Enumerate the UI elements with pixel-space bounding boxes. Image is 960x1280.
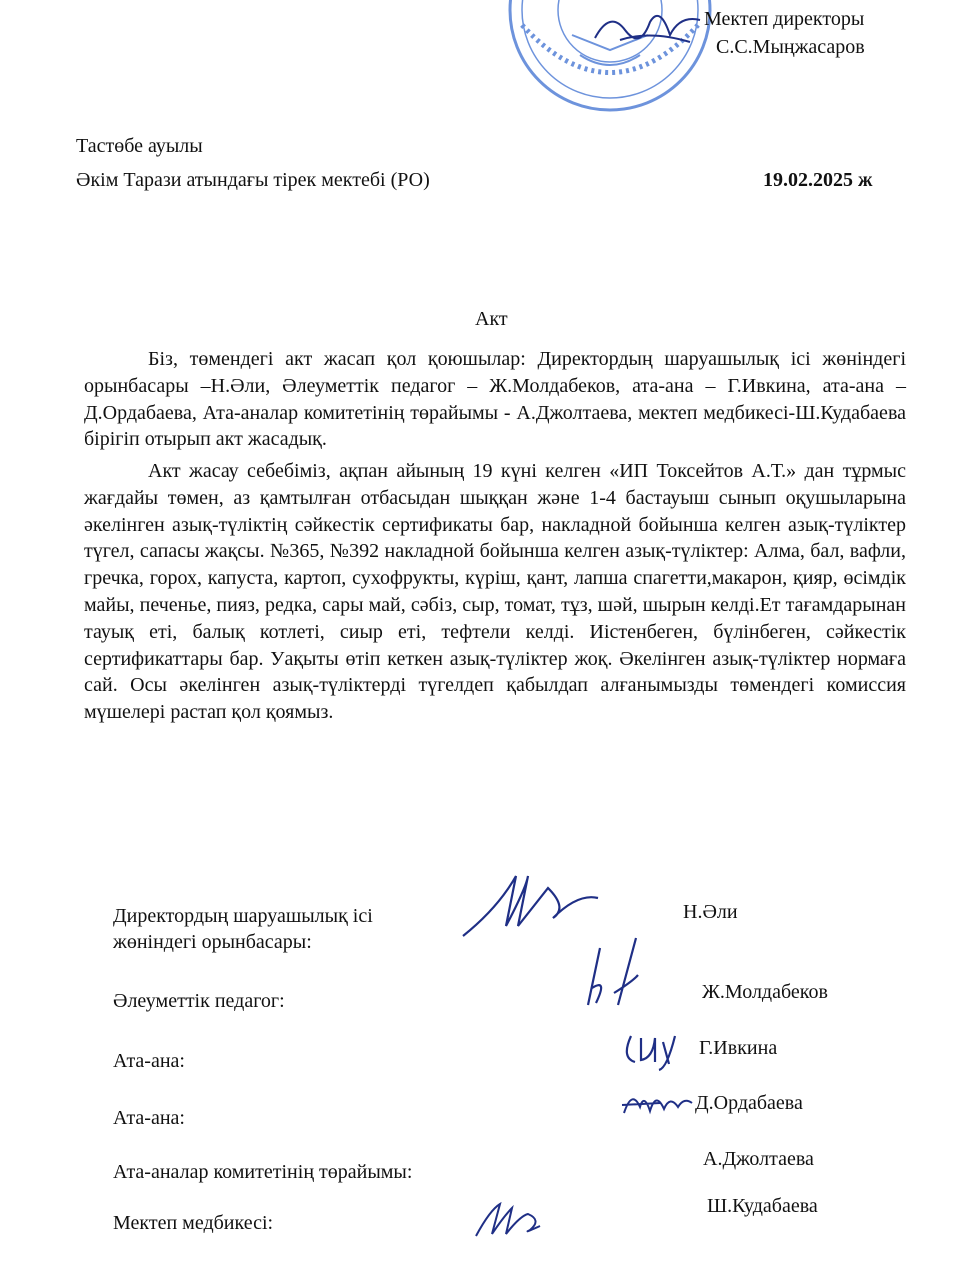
- approval-director-name: С.С.Мыңжасаров: [716, 36, 865, 58]
- signature-3-icon: [619, 1028, 689, 1073]
- document-date: 19.02.2025 ж: [763, 169, 873, 191]
- signature-4-icon: [620, 1083, 695, 1123]
- signatory-role: [113, 903, 373, 955]
- village-name: Тастөбе ауылы: [76, 135, 203, 157]
- approval-title: Мектеп директоры: [704, 8, 865, 30]
- signatory-role-line: жөніндегі орынбасары:: [113, 931, 312, 953]
- school-name: Әкім Тарази атындағы тірек мектебі (РО): [76, 169, 430, 191]
- director-signature-icon: [590, 0, 710, 50]
- signatory-name: Г.Ивкина: [699, 1037, 778, 1059]
- approval-block: [704, 5, 865, 61]
- document-title: Акт: [475, 308, 508, 330]
- signatory-role: [113, 1105, 185, 1131]
- signatory-role-line: Ата-ана:: [113, 1107, 185, 1129]
- signatory-role: [113, 1159, 412, 1185]
- signatory-name: Ж.Молдабеков: [702, 981, 828, 1003]
- signatory-role: [113, 1048, 185, 1074]
- signatory-role: [113, 988, 285, 1014]
- signatory-name: Н.Әли: [683, 901, 738, 923]
- signatory-name: Ш.Кудабаева: [707, 1195, 818, 1217]
- signatory-role: [113, 1210, 273, 1236]
- signatory-role-line: Мектеп медбикесі:: [113, 1212, 274, 1234]
- paragraph-participants: Біз, төмендегі акт жасап қол қоюшылар: Директордың шаруашылық ісі жөніндегі орынбасары –Н.Әли, Әлеуметтік педагог – Ж.Молдабеков, ата-ана – Г.Ивкина, ата-ана – Д.Ордабаева, Ата-аналар комитетінің төрайымы - А.Джолтаева, мектеп медбикесі-Ш.Кудабаева бірігіп отырып акт жасадық.: [84, 348, 906, 451]
- signatory-role-line: Әлеуметтік педагог:: [113, 990, 285, 1012]
- signature-1-icon: [458, 868, 608, 943]
- paragraph-reason: Акт жасау себебіміз, ақпан айының 19 күні келген «ИП Токсейтов А.Т.» дан тұрмыс жағдайы төмен, аз қамтылған отбасыдан шыққан және 1-4 бастауыш сынып оқушыларына әкелінген азық-түліктің сәйкестік сертификаты бар, накладной бойынша келген азық-түліктер түгел, сапасы жақсы. №365, №392 накладной бойынша келген азық-түліктер: Алма, бал, вафли, гречка, горох, капуста, картоп, сухофрукты, күріш, қант, лапша спагетти,макарон, қияр, өсімдік майы, печенье, пияз, редка, сары май, сәбіз, сыр, томат, тұз, шәй, шырын келді.Ет тағамдарынан тауық еті, балық котлеті, сиыр еті, тефтели келді. Иістенбеген, бүлінбеген, сәйкестік сертификаттары бар. Уақыты өтіп кеткен азық-түліктер жоқ. Әкелінген азық-түліктер нормаға сай. Осы әкелінген азық-түліктерді түгелдеп қабылдап алғанымызды төмендегі комиссия мүшелері растап қол қоямыз.: [84, 460, 906, 724]
- signatory-role-line: Ата-аналар комитетінің төрайымы:: [113, 1161, 413, 1183]
- signatory-name: А.Джолтаева: [703, 1148, 814, 1170]
- signature-6-icon: [470, 1196, 550, 1241]
- signatory-name: Д.Ордабаева: [695, 1092, 803, 1114]
- signatory-role-line: Ата-ана:: [113, 1050, 185, 1072]
- signature-2-icon: [578, 933, 648, 1013]
- signatory-role-line: Директордың шаруашылық ісі: [113, 905, 373, 927]
